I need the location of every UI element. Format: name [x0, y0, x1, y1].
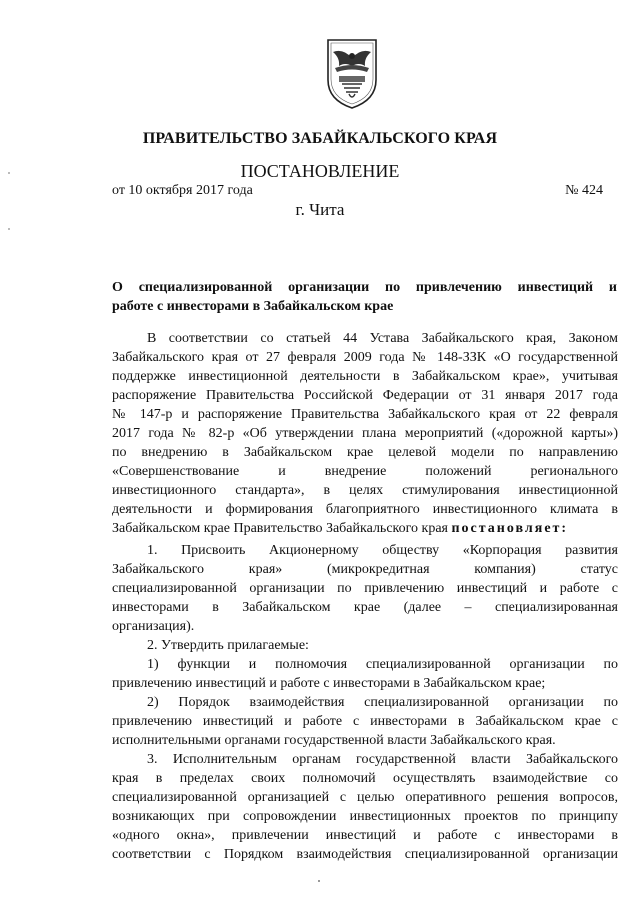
item-2-1-line: 1) функции и полномочия специализированной организации по [147, 657, 618, 672]
item-3-line: соответствии с Порядком взаимодействия специализированной организации [112, 847, 618, 862]
item-3-line: «одного окна», привлечении инвестиций и работе с инвесторами в [112, 828, 618, 843]
body-line: по внедрению в Забайкальском крае целевой модели по направлению [112, 445, 618, 460]
item-1-line: специализированной организации по привлечению инвестиций и работе с [112, 581, 618, 596]
body-line: деятельности и формирования благоприятного инвестиционного климата в [112, 502, 618, 517]
scan-artifact [8, 228, 10, 230]
city: г. Чита [295, 200, 345, 219]
subject-line: О специализированной организации по привлечению инвестиций и [112, 280, 617, 295]
decree-word: постановляет: [451, 521, 569, 536]
document-subject [112, 278, 617, 316]
preamble-last-text: Забайкальском крае Правительство Забайкальского края [112, 521, 448, 536]
body-line: Забайкальского края от 27 февраля 2009 года № 148-ЗЗК «О государственной [112, 350, 618, 365]
government-name: ПРАВИТЕЛЬСТВО ЗАБАЙКАЛЬСКОГО КРАЯ [142, 130, 498, 147]
item-2-2-line: исполнительными органами государственной власти Забайкальского края. [112, 733, 556, 748]
document-number: № 424 [565, 183, 603, 198]
item-3-line: специализированной организацией с целью оперативного решения вопросов, [112, 790, 618, 805]
body-line: распоряжение Правительства Российской Федерации от 31 января 2017 года [112, 388, 618, 403]
body-line [112, 519, 618, 538]
body-line: 2017 года № 82-р «Об утверждении плана мероприятий («дорожной карты») [112, 426, 618, 441]
item-1-line: 1. Присвоить Акционерному обществу «Корпорация развития [147, 543, 618, 558]
coat-of-arms-icon [325, 36, 379, 110]
item-2-line: 2. Утвердить прилагаемые: [147, 638, 309, 653]
item-3-line: края в пределах своих полномочий осуществлять взаимодействие со [112, 771, 618, 786]
scan-artifact [318, 880, 320, 882]
document-date: от 10 октября 2017 года [112, 183, 253, 198]
body-line: поддержке инвестиционной деятельности в Забайкальском крае», учитывая [112, 369, 618, 384]
body-line: «Совершенствование и внедрение положений регионального [112, 464, 618, 479]
item-1-line: организация). [112, 619, 195, 634]
body-line: № 147-р и распоряжение Правительства Забайкальского края от 22 февраля [112, 407, 618, 422]
document-body [112, 329, 618, 864]
item-3-line: 3. Исполнительным органам государственной власти Забайкальского [147, 752, 618, 767]
item-3-line: возникающих при сопровождении инвестиционных проектов по принципу [112, 809, 618, 824]
scan-artifact [8, 172, 10, 174]
item-2-1-line: привлечению инвестиций и работе с инвесторами в Забайкальском крае; [112, 676, 546, 691]
item-1-line: инвесторами в Забайкальском крае (далее – специализированная [112, 600, 618, 615]
subject-line: работе с инвесторами в Забайкальском крае [112, 299, 394, 314]
document-type: ПОСТАНОВЛЕНИЕ [240, 161, 400, 181]
item-2-2-line: 2) Порядок взаимодействия специализированной организации по [147, 695, 618, 710]
item-1-line: Забайкальского края» (микрокредитная компания) статус [112, 562, 618, 577]
item-2-2-line: привлечению инвестиций и работе с инвесторами в Забайкальском крае с [112, 714, 618, 729]
body-line: В соответствии со статьей 44 Устава Забайкальского края, Законом [147, 331, 618, 346]
body-line: инвестиционного стандарта», в целях стимулирования инвестиционной [112, 483, 618, 498]
